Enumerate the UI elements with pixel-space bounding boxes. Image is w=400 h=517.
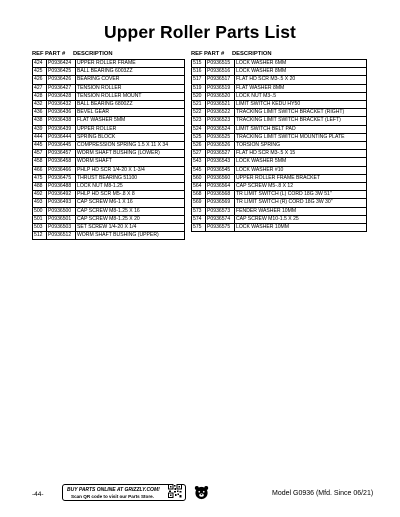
part-number: P0936545: [206, 166, 235, 174]
table-row: [192, 150, 367, 158]
part-number: P0936427: [47, 84, 76, 92]
part-description: FLAT WASHER 8MM: [235, 84, 367, 92]
ref-number: 525: [192, 133, 206, 141]
part-number: P0936521: [206, 101, 235, 109]
table-row: [192, 166, 367, 174]
part-description: SPRING BLOCK: [76, 133, 185, 141]
table-row: [192, 142, 367, 150]
table-row: [192, 101, 367, 109]
table-row: [33, 232, 185, 240]
ref-number: 526: [192, 142, 206, 150]
part-number: P0936488: [47, 183, 76, 191]
part-description: TORSION SPRING: [235, 142, 367, 150]
ref-number: 432: [33, 101, 47, 109]
part-description: FLAT HD SCR M3-.5 X 20: [235, 76, 367, 84]
part-description: COMPRESSION SPRING 1.5 X 11 X 34: [76, 142, 185, 150]
ref-number: 475: [33, 174, 47, 182]
part-number: P0936492: [47, 191, 76, 199]
table-row: [192, 215, 367, 223]
ref-number: 503: [33, 224, 47, 232]
part-number: P0936568: [206, 191, 235, 199]
part-description: WORM SHAFT BUSHING (UPPER): [76, 232, 185, 240]
table-header-left: [32, 50, 185, 59]
part-number: P0936515: [206, 60, 235, 68]
table-row: [33, 68, 185, 76]
part-number: P0936436: [47, 109, 76, 117]
header-description: DESCRIPTION: [73, 51, 113, 57]
part-description: UPPER ROLLER FRAME BRACKET: [235, 174, 367, 182]
ref-number: 520: [192, 92, 206, 100]
table-row: [192, 60, 367, 68]
part-description: LOCK WASHER #10: [235, 166, 367, 174]
part-number: P0936457: [47, 150, 76, 158]
part-number: P0936439: [47, 125, 76, 133]
ref-number: 523: [192, 117, 206, 125]
part-number: P0936519: [206, 84, 235, 92]
table-row: [192, 133, 367, 141]
ref-number: 564: [192, 183, 206, 191]
part-number: P0936503: [47, 224, 76, 232]
ref-number: 427: [33, 84, 47, 92]
table-row: [33, 125, 185, 133]
part-number: P0936466: [47, 166, 76, 174]
table-row: [33, 174, 185, 182]
part-description: BALL BEARING 6800ZZ: [76, 101, 185, 109]
part-number: P0936517: [206, 76, 235, 84]
table-row: [33, 166, 185, 174]
ref-number: 517: [192, 76, 206, 84]
model-label: Model G0936 (Mfd. Since 06/21): [272, 490, 374, 497]
part-number: P0936569: [206, 199, 235, 207]
part-number: P0936564: [206, 183, 235, 191]
part-description: FLAT HD SCR M3-.5 X 15: [235, 150, 367, 158]
part-description: CAP SCREW M10-1.5 X 25: [235, 215, 367, 223]
ref-number: 543: [192, 158, 206, 166]
page-number: -44-: [32, 491, 44, 498]
parts-table-right: [191, 50, 367, 232]
table-row: [33, 142, 185, 150]
ref-number: 492: [33, 191, 47, 199]
part-number: P0936426: [47, 76, 76, 84]
part-description: SET SCREW 1/4-20 X 1/4: [76, 224, 185, 232]
table-row: [33, 92, 185, 100]
part-number: P0936524: [206, 125, 235, 133]
promo-headline: BUY PARTS ONLINE AT GRIZZLY.COM!: [67, 487, 160, 493]
ref-number: 521: [192, 101, 206, 109]
promo-subline: Scan QR code to visit our Parts Store.: [71, 494, 154, 499]
part-description: UPPER ROLLER: [76, 125, 185, 133]
ref-number: 524: [192, 125, 206, 133]
ref-number: 425: [33, 68, 47, 76]
ref-number: 519: [192, 84, 206, 92]
table-row: [33, 191, 185, 199]
part-description: LOCK NUT M8-1.25: [76, 183, 185, 191]
table-row: [192, 207, 367, 215]
table-row: [192, 199, 367, 207]
right-table-body: [192, 60, 367, 232]
table-row: [192, 224, 367, 232]
part-description: CAP SCREW M5-.8 X 12: [235, 183, 367, 191]
part-description: FLAT WASHER 5MM: [76, 117, 185, 125]
part-number: P0936428: [47, 92, 76, 100]
part-number: P0936574: [206, 215, 235, 223]
ref-number: 501: [33, 215, 47, 223]
table-row: [192, 109, 367, 117]
ref-number: 488: [33, 183, 47, 191]
part-number: P0936493: [47, 199, 76, 207]
table-row: [33, 215, 185, 223]
part-description: LOCK NUT M3-.5: [235, 92, 367, 100]
ref-number: 439: [33, 125, 47, 133]
header-ref: REF: [32, 51, 44, 57]
qr-code-icon[interactable]: [168, 484, 182, 498]
table-row: [33, 60, 185, 68]
part-number: P0936444: [47, 133, 76, 141]
part-number: P0936543: [206, 158, 235, 166]
grizzly-bear-logo-icon: [194, 485, 209, 500]
part-description: UPPER ROLLER FRAME: [76, 60, 185, 68]
ref-number: 438: [33, 117, 47, 125]
part-description: TR LIMIT SWITCH (L) CORD 18G 3W 51": [235, 191, 367, 199]
page-footer: [0, 482, 400, 504]
ref-number: 575: [192, 224, 206, 232]
part-description: LOCK WASHER 5MM: [235, 158, 367, 166]
ref-number: 574: [192, 215, 206, 223]
ref-number: 428: [33, 92, 47, 100]
part-number: P0936424: [47, 60, 76, 68]
part-description: TRACKING LIMIT SWITCH BRACKET (LEFT): [235, 117, 367, 125]
ref-number: 444: [33, 133, 47, 141]
part-description: CAP SCREW M8-1.25 X 20: [76, 215, 185, 223]
ref-number: 426: [33, 76, 47, 84]
part-number: P0936523: [206, 117, 235, 125]
part-description: WORM SHAFT BUSHING (LOWER): [76, 150, 185, 158]
part-number: P0936527: [206, 150, 235, 158]
part-description: TENSION ROLLER: [76, 84, 185, 92]
ref-number: 500: [33, 207, 47, 215]
part-description: TENSION ROLLER MOUNT: [76, 92, 185, 100]
ref-number: 568: [192, 191, 206, 199]
ref-number: 560: [192, 174, 206, 182]
part-description: TR LIMIT SWITCH (R) CORD 18G 3W 30": [235, 199, 367, 207]
ref-number: 493: [33, 199, 47, 207]
table-row: [33, 76, 185, 84]
table-row: [33, 199, 185, 207]
part-description: FENDER WASHER 10MM: [235, 207, 367, 215]
ref-number: 466: [33, 166, 47, 174]
table-row: [192, 76, 367, 84]
part-description: CAP SCREW M8-1.25 X 16: [76, 207, 185, 215]
table-row: [192, 92, 367, 100]
table-row: [33, 84, 185, 92]
table-row: [33, 224, 185, 232]
part-description: CAP SCREW M6-1 X 16: [76, 199, 185, 207]
header-part: PART #: [204, 51, 225, 57]
ref-number: 569: [192, 199, 206, 207]
table-header-right: [191, 50, 367, 59]
part-number: P0936522: [206, 109, 235, 117]
part-description: PHLP HD SCR 1/4-20 X 1-3/4: [76, 166, 185, 174]
part-number: P0936458: [47, 158, 76, 166]
table-row: [33, 109, 185, 117]
parts-table-left: [32, 50, 185, 240]
part-number: P0936445: [47, 142, 76, 150]
part-number: P0936560: [206, 174, 235, 182]
ref-number: 436: [33, 109, 47, 117]
table-row: [33, 117, 185, 125]
part-number: P0936520: [206, 92, 235, 100]
table-row: [192, 117, 367, 125]
part-description: TRACKING LIMIT SWITCH BRACKET (RIGHT): [235, 109, 367, 117]
ref-number: 516: [192, 68, 206, 76]
ref-number: 458: [33, 158, 47, 166]
part-number: P0936432: [47, 101, 76, 109]
part-number: P0936526: [206, 142, 235, 150]
ref-number: 573: [192, 207, 206, 215]
header-part: PART #: [45, 51, 66, 57]
part-description: BEVEL GEAR: [76, 109, 185, 117]
part-number: P0936512: [47, 232, 76, 240]
table-row: [192, 158, 367, 166]
table-row: [192, 174, 367, 182]
table-row: [192, 84, 367, 92]
header-description: DESCRIPTION: [232, 51, 272, 57]
part-description: BALL BEARING 6003ZZ: [76, 68, 185, 76]
part-number: P0936425: [47, 68, 76, 76]
table-row: [33, 101, 185, 109]
left-table-body: [33, 60, 185, 240]
part-description: LOCK WASHER 6MM: [235, 60, 367, 68]
table-row: [33, 158, 185, 166]
part-description: LOCK WASHER 8MM: [235, 68, 367, 76]
table-row: [33, 133, 185, 141]
table-row: [192, 183, 367, 191]
table-row: [192, 68, 367, 76]
part-number: P0936501: [47, 215, 76, 223]
ref-number: 512: [33, 232, 47, 240]
page-title: Upper Roller Parts List: [104, 22, 296, 42]
part-description: LIMIT SWITCH KEDU HY50: [235, 101, 367, 109]
table-row: [33, 183, 185, 191]
part-number: P0936516: [206, 68, 235, 76]
part-number: P0936573: [206, 207, 235, 215]
ref-number: 515: [192, 60, 206, 68]
part-description: WORM SHAFT: [76, 158, 185, 166]
part-number: P0936438: [47, 117, 76, 125]
table-row: [33, 150, 185, 158]
table-row: [192, 125, 367, 133]
part-description: PHLP HD SCR M5-.8 X 8: [76, 191, 185, 199]
part-description: LIMIT SWITCH BELT PAD: [235, 125, 367, 133]
ref-number: 424: [33, 60, 47, 68]
ref-number: 457: [33, 150, 47, 158]
part-number: P0936500: [47, 207, 76, 215]
header-ref: REF: [191, 51, 203, 57]
table-row: [33, 207, 185, 215]
ref-number: 445: [33, 142, 47, 150]
ref-number: 522: [192, 109, 206, 117]
table-row: [192, 191, 367, 199]
part-number: P0936575: [206, 224, 235, 232]
part-number: P0936475: [47, 174, 76, 182]
part-description: LOCK WASHER 10MM: [235, 224, 367, 232]
ref-number: 545: [192, 166, 206, 174]
part-description: BEARING COVER: [76, 76, 185, 84]
part-description: THRUST BEARING 51100: [76, 174, 185, 182]
ref-number: 527: [192, 150, 206, 158]
part-description: TRACKING LIMIT SWITCH MOUNTING PLATE: [235, 133, 367, 141]
part-number: P0936525: [206, 133, 235, 141]
